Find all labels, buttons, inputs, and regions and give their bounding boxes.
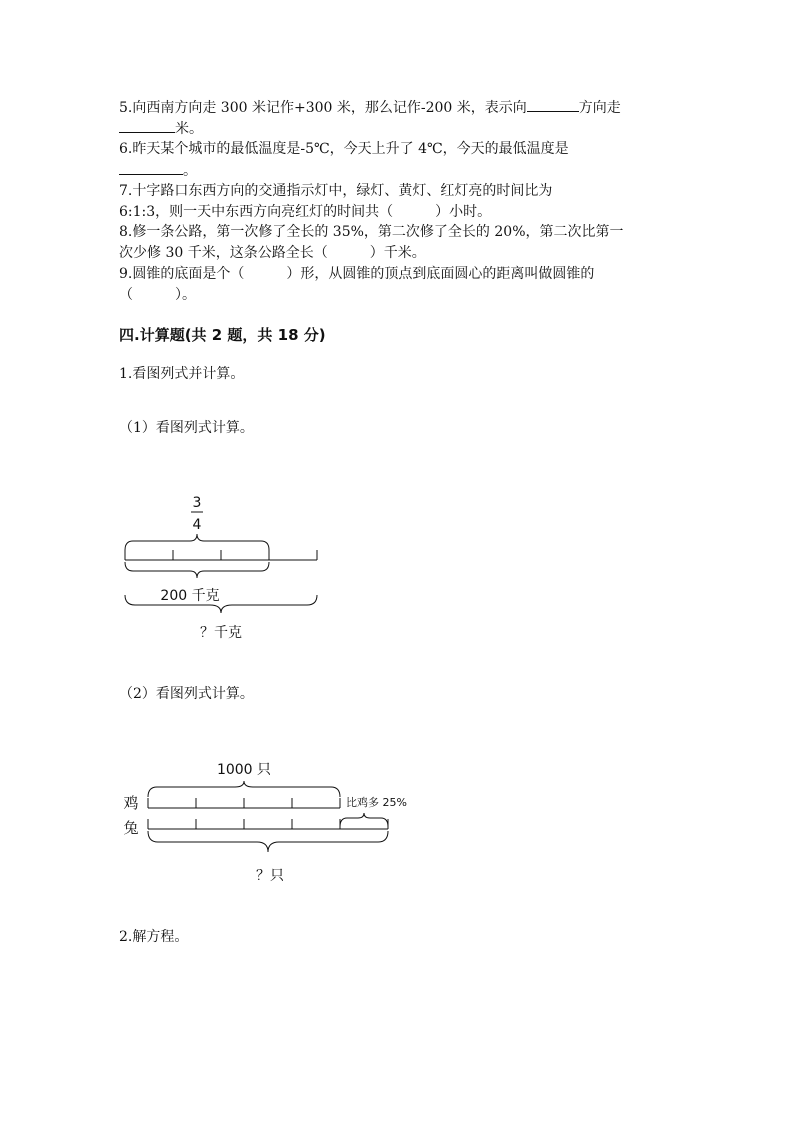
extra-percent-label: 比鸡多 25% [346, 796, 407, 809]
question-text: 次少修 30 千米，这条公路全长（ ）千米。 [119, 245, 426, 261]
question-8-line2 [119, 243, 426, 263]
question-1-part2: （2）看图列式计算。 [119, 686, 254, 702]
question-5-line1 [119, 97, 621, 118]
rabbit-total-brace [148, 831, 388, 852]
question-number: 8. [119, 224, 133, 240]
question-7-line1 [119, 181, 552, 201]
known-brace [125, 562, 269, 578]
question-text: 方向走 [578, 100, 621, 116]
question-text: 修一条公路，第一次修了全长的 35%，第二次修了全长的 20%，第二次比第一 [132, 224, 624, 240]
question-text: 。 [183, 163, 197, 179]
fraction-brace [125, 534, 269, 550]
answer-blank[interactable] [527, 97, 579, 112]
answer-blank[interactable] [119, 160, 183, 175]
segment-ticks [125, 550, 317, 560]
question-text: 圆锥的底面是个（ ）形，从圆锥的顶点到底面圆心的距离叫做圆锥的 [132, 266, 595, 282]
chicken-value-label: 1000 只 [216, 762, 272, 778]
rabbit-ticks [148, 819, 388, 829]
chicken-brace [148, 781, 340, 797]
fraction-numerator: 3 [192, 495, 202, 511]
known-value-label: 200 千克 [160, 588, 220, 604]
rabbit-unknown-label: ？只 [256, 868, 284, 884]
question-2-title: 2.解方程。 [119, 929, 189, 945]
question-text: （ ）。 [119, 287, 196, 303]
extra-brace [340, 813, 388, 827]
question-number: 7. [119, 183, 133, 199]
answer-blank[interactable] [119, 118, 175, 133]
question-6-line2 [119, 160, 197, 181]
question-text: 十字路口东西方向的交通指示灯中，绿灯、黄灯、红灯亮的时间比为 [132, 183, 553, 199]
question-number: 6. [119, 141, 133, 157]
question-8-line1 [119, 222, 624, 242]
section-heading: 四.计算题(共 2 题，共 18 分) [119, 326, 326, 344]
question-5-line2 [119, 118, 203, 139]
question-1-title: 1.看图列式并计算。 [119, 366, 245, 382]
question-text: 6:1:3，则一天中东西方向亮红灯的时间共（ ）小时。 [119, 204, 492, 220]
question-9-line1 [119, 264, 594, 284]
unknown-value-label: ？千克 [200, 625, 242, 641]
fraction-denominator: 4 [192, 517, 202, 533]
question-6-line1 [119, 139, 569, 159]
question-1-part1: （1）看图列式计算。 [119, 420, 254, 436]
total-brace [125, 595, 317, 613]
chicken-ticks [148, 798, 340, 808]
question-9-line2 [119, 285, 196, 305]
question-text: 向西南方向走 300 米记作+300 米，那么记作-200 米，表示向 [132, 100, 527, 116]
question-7-line2 [119, 202, 491, 222]
question-text: 米。 [175, 121, 203, 137]
question-number: 9. [119, 266, 133, 282]
chicken-label: 鸡 [123, 794, 139, 812]
question-number: 5. [119, 100, 133, 116]
question-text: 昨天某个城市的最低温度是-5℃，今天上升了 4℃，今天的最低温度是 [132, 141, 569, 157]
rabbit-label: 兔 [123, 819, 139, 837]
